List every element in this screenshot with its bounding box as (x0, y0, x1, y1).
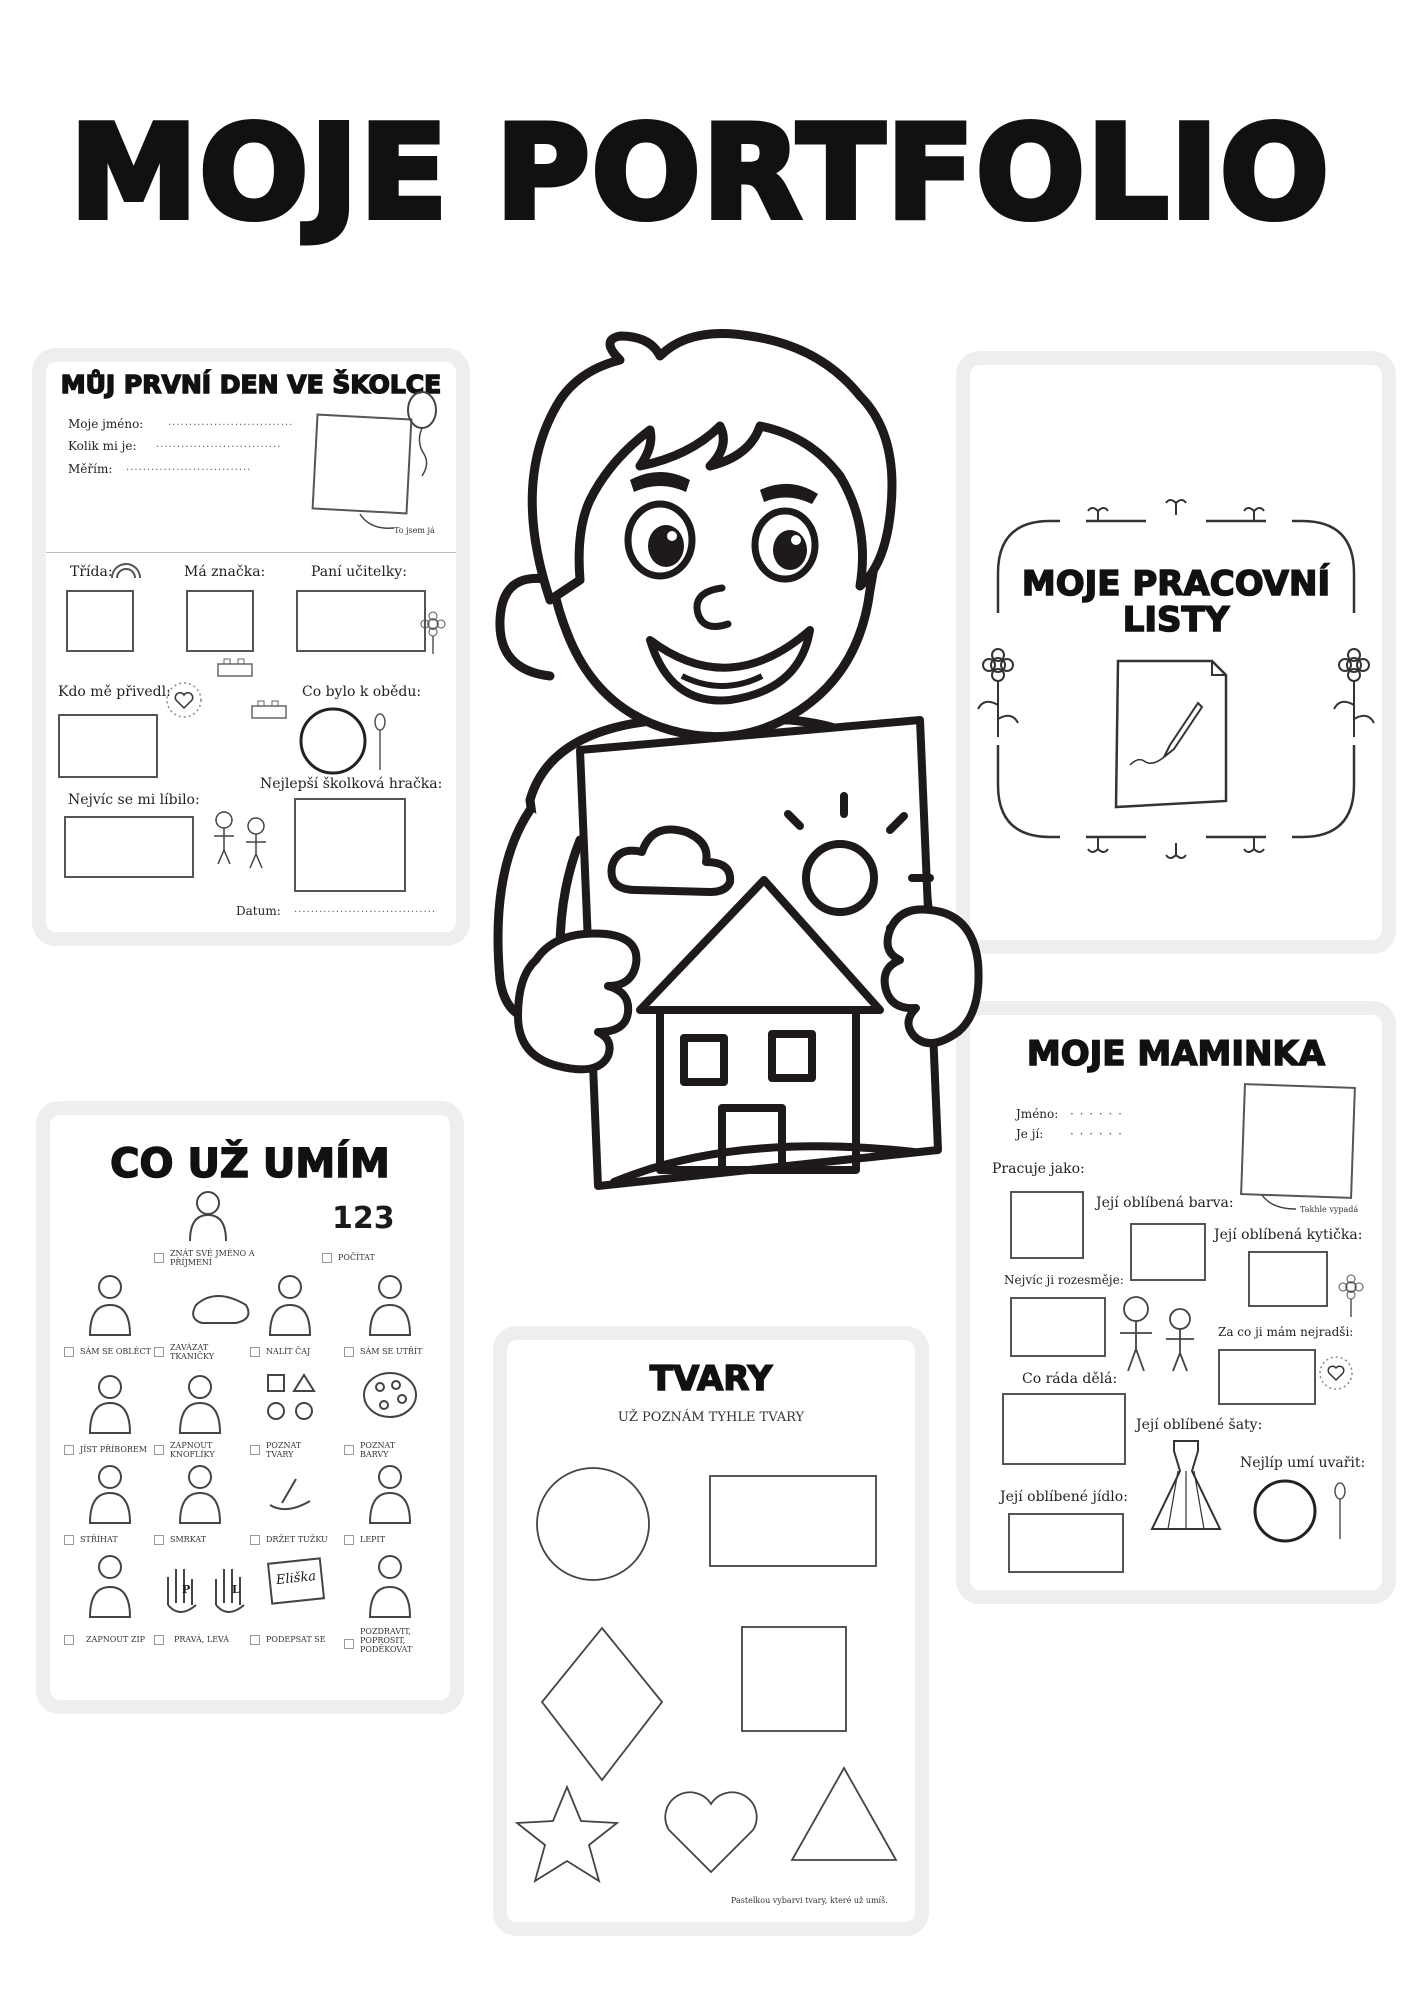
sign-text: Eliška (275, 1568, 317, 1589)
numbers-text: 123 (332, 1201, 395, 1236)
toy-box (294, 798, 406, 892)
sheet-first-day (46, 362, 456, 932)
date-dots: .................................. (294, 904, 437, 915)
skill-checkbox[interactable] (322, 1253, 332, 1263)
rainbow-icon (108, 558, 144, 580)
skill-checkbox[interactable] (344, 1347, 354, 1357)
name-dots: .............................. (168, 417, 294, 428)
skill-label: SMRKAT (170, 1535, 207, 1544)
class-box (66, 590, 134, 652)
skill-checkbox[interactable] (250, 1445, 260, 1455)
flower-icon (1336, 1275, 1366, 1319)
hand-left-letter: P (182, 1583, 191, 1596)
mom-photo-note: Takhle vypadá (1300, 1205, 1359, 1214)
mom-food-box (1008, 1513, 1124, 1573)
mom-job-label: Pracuje jako: (992, 1161, 1085, 1177)
mom-color-label: Její oblíbená barva: (1096, 1195, 1234, 1211)
skill-label: LEPIT (360, 1535, 386, 1544)
skill-checkbox[interactable] (154, 1535, 164, 1545)
lego-icon (216, 658, 256, 678)
mom-name-label: Jméno: (1016, 1107, 1059, 1121)
age-label: Kolik mi je: (68, 439, 137, 453)
mom-thanks-box (1218, 1349, 1316, 1405)
skill-checkbox[interactable] (64, 1635, 74, 1645)
dress-icon (1148, 1437, 1224, 1533)
height-dots: .............................. (126, 462, 252, 473)
arrow-icon (358, 512, 398, 532)
skill-label: PODEPSAT SE (266, 1635, 326, 1644)
flower-icon (418, 612, 448, 656)
heart-icon (164, 680, 204, 720)
skill-checkbox[interactable] (250, 1635, 260, 1645)
skill-label: POZDRAVIT, POPROSIT, PODĚKOVAT (360, 1627, 413, 1655)
toy-label: Nejlepší školková hračka: (260, 776, 443, 792)
sheet-skills-title: CO UŽ UMÍM (110, 1141, 390, 1187)
skill-checkbox[interactable] (64, 1535, 74, 1545)
skill-checkbox[interactable] (154, 1347, 164, 1357)
skill-label: POZNAT TVARY (266, 1441, 302, 1460)
skill-checkbox[interactable] (154, 1253, 164, 1263)
sheet-shapes-subtitle: UŽ POZNÁM TYHLE TVARY (617, 1410, 805, 1425)
lunch-label: Co bylo k obědu: (302, 684, 422, 700)
skill-checkbox[interactable] (154, 1445, 164, 1455)
mom-laugh-box (1010, 1297, 1106, 1357)
mom-dress-label: Její oblíbené šaty: (1136, 1417, 1263, 1433)
liked-label: Nejvíc se mi líbilo: (68, 792, 200, 808)
age-dots: .............................. (156, 439, 282, 450)
diamond-shape (542, 1628, 662, 1780)
hand-right-letter: L (232, 1583, 240, 1596)
sheet-worksheets (970, 365, 1382, 940)
skill-checkbox[interactable] (344, 1639, 354, 1649)
skill-label: ZNÁT SVÉ JMÉNO A PŘÍJMENÍ (170, 1249, 255, 1268)
skill-checkbox[interactable] (250, 1347, 260, 1357)
skill-checkbox[interactable] (64, 1445, 74, 1455)
skill-checkbox[interactable] (64, 1347, 74, 1357)
skill-label: SÁM SE UTŘÍT (360, 1347, 423, 1356)
photo-box (312, 414, 413, 515)
sheet-skills (50, 1115, 450, 1700)
skill-label: ZAVÁZAT TKANIČKY (170, 1343, 215, 1362)
mark-label: Má značka: (184, 564, 266, 580)
skill-label: SÁM SE OBLÉCT (80, 1347, 151, 1356)
mom-likes-label: Co ráda dělá: (1022, 1371, 1118, 1387)
skill-label: NALÍT ČAJ (266, 1347, 311, 1356)
boy-holding-drawing-illustration (460, 330, 980, 1210)
date-label: Datum: (236, 904, 281, 918)
mom-flower-box (1248, 1251, 1328, 1307)
skill-checkbox[interactable] (344, 1535, 354, 1545)
sheet-shapes-footer: Pastelkou vybarvi tvary, které už umíš. (731, 1896, 888, 1905)
skill-checkbox[interactable] (154, 1635, 164, 1645)
mom-color-box (1130, 1223, 1206, 1281)
class-label: Třída: (70, 564, 113, 580)
mom-job-box (1010, 1191, 1084, 1259)
mom-thanks-label: Za co ji mám nejradši: (1218, 1325, 1354, 1339)
skill-label: DRŽET TUŽKU (266, 1535, 328, 1544)
sheet-shapes (507, 1340, 915, 1922)
mom-cook-label: Nejlíp umí uvařit: (1240, 1455, 1366, 1471)
mom-flower-label: Její oblíbená kytička: (1214, 1227, 1363, 1243)
heart-shape (665, 1792, 756, 1872)
mark-box (186, 590, 254, 652)
skill-label: PRAVÁ, LEVÁ (174, 1635, 230, 1644)
plate-icon (1252, 1475, 1352, 1545)
teachers-box (296, 590, 426, 652)
skill-label: STŘÍHAT (80, 1535, 118, 1544)
mom-photo-box (1240, 1083, 1356, 1199)
liked-box (64, 816, 194, 878)
skill-label: POČÍTAT (338, 1253, 375, 1262)
height-label: Měřím: (68, 462, 113, 476)
heart-icon (1316, 1353, 1356, 1393)
balloon-icon (402, 390, 442, 480)
shapes-drawing (507, 1340, 915, 1922)
sheet-first-day-title: MŮJ PRVNÍ DEN VE ŠKOLCE (60, 370, 442, 399)
lego-icon (250, 700, 290, 720)
page-title: MOJE PORTFOLIO (70, 99, 1331, 248)
mom-age-dots: · · · · · · (1070, 1127, 1123, 1141)
skill-checkbox[interactable] (344, 1445, 354, 1455)
circle-shape (537, 1468, 649, 1580)
family-icon (1110, 1287, 1206, 1379)
mom-laugh-label: Nejvíc ji rozesměje: (1004, 1273, 1124, 1287)
sheet-shapes-title: TVARY (649, 1359, 773, 1399)
mom-food-label: Její oblíbené jídlo: (1000, 1489, 1128, 1505)
teachers-label: Paní učitelky: (311, 564, 407, 580)
rectangle-shape (710, 1476, 876, 1566)
plate-icon (300, 706, 390, 776)
arrow-icon (1260, 1193, 1300, 1213)
mom-age-label: Je jí: (1016, 1127, 1044, 1141)
mom-likes-box (1002, 1393, 1126, 1465)
photo-note: To jsem já (394, 526, 435, 535)
skill-checkbox[interactable] (250, 1535, 260, 1545)
square-shape (742, 1627, 846, 1731)
child-name-icon (182, 1189, 234, 1243)
skill-label: JÍST PŘÍBOREM (80, 1445, 147, 1454)
skill-label: POZNAT BARVY (360, 1441, 396, 1460)
name-label: Moje jméno: (68, 417, 144, 431)
skill-label: ZAPNOUT ZIP (86, 1635, 145, 1644)
sheet-mom-title: MOJE MAMINKA (1026, 1034, 1326, 1074)
brought-box (58, 714, 158, 778)
paper-pencil-icon (1110, 653, 1240, 813)
divider (46, 552, 456, 553)
brought-label: Kdo mě přivedl: (58, 684, 171, 700)
sheet-mom (970, 1015, 1382, 1590)
children-icon (206, 806, 276, 876)
sheet-worksheets-title: MOJE PRACOVNÍ LISTY (1021, 564, 1331, 640)
star-shape (517, 1787, 617, 1881)
skill-label: ZAPNOUT KNOFLÍKY (170, 1441, 215, 1460)
triangle-shape (792, 1768, 896, 1860)
mom-name-dots: · · · · · · (1070, 1107, 1123, 1121)
